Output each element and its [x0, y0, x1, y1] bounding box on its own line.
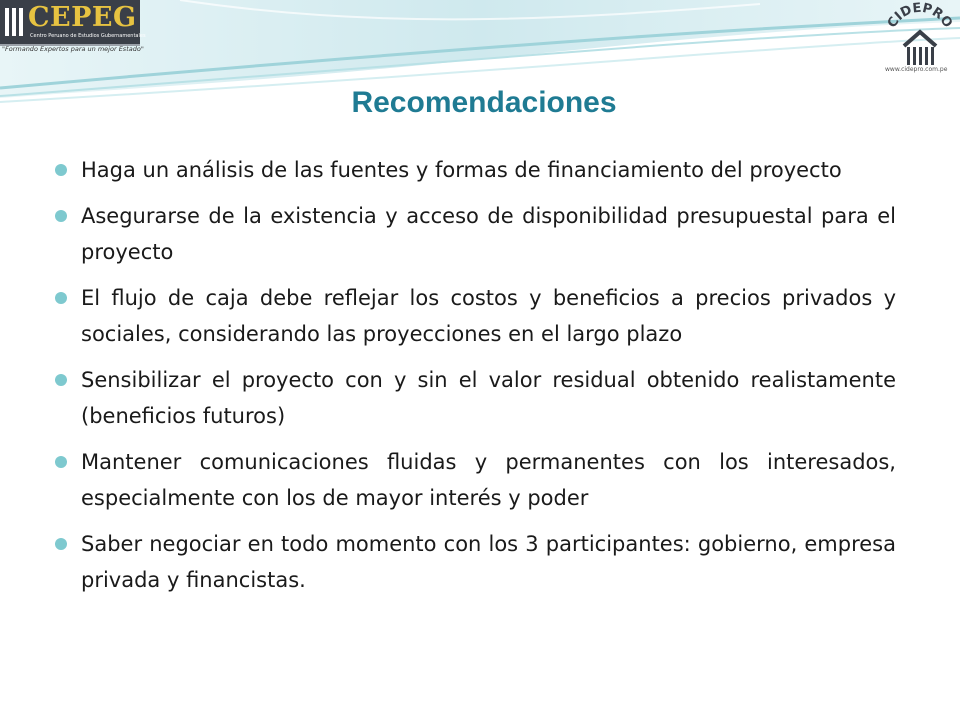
- cidepro-column-icon: [925, 47, 928, 65]
- bullet-dot-icon: [55, 456, 67, 468]
- bullet-dot-icon: [55, 538, 67, 550]
- cepeg-logo-word: CEPEG: [28, 2, 137, 33]
- bullet-dot-icon: [55, 210, 67, 222]
- cepeg-logo-box: [0, 0, 146, 46]
- bullet-item: [50, 198, 896, 270]
- cidepro-column-icon: [913, 47, 916, 65]
- cepeg-logo-tagline: "Formando Expertos para un mejor Estado": [2, 45, 144, 53]
- bullet-text: Sensibilizar el proyecto con y sin el valor residual obtenido realistamente (beneficios futuros): [81, 368, 896, 428]
- cepeg-logo-subtitle: Centro Peruano de Estudios Gubernamentales: [30, 33, 146, 39]
- cidepro-roof-icon: [904, 32, 936, 46]
- bullet-item: [50, 444, 896, 516]
- bullet-item: [50, 280, 896, 352]
- slide-title: Recomendaciones: [351, 86, 617, 119]
- bullet-text: Asegurarse de la existencia y acceso de disponibilidad presupuestal para el proyecto: [81, 204, 896, 264]
- bullet-item: [50, 526, 896, 598]
- bullet-text: Haga un análisis de las fuentes y formas de financiamiento del proyecto: [81, 158, 842, 182]
- bullet-dot-icon: [55, 164, 67, 176]
- cidepro-logo-word: CIDEPRO: [884, 0, 956, 31]
- bullet-text: Mantener comunicaciones fluidas y permanentes con los interesados, especialmente con los de mayor interés y poder: [81, 450, 896, 510]
- bullet-item: [50, 362, 896, 434]
- cidepro-column-icon: [907, 47, 910, 65]
- cepeg-logo: [0, 0, 146, 53]
- bullet-text: Saber negociar en todo momento con los 3 participantes: gobierno, empresa privada y financistas.: [81, 532, 896, 592]
- cidepro-url: www.cidepro.com.pe: [885, 66, 948, 73]
- bullet-dot-icon: [55, 374, 67, 386]
- bullet-text: El flujo de caja debe reflejar los costos y beneficios a precios privados y sociales, considerando las proyecciones en el largo plazo: [81, 286, 896, 346]
- cidepro-column-icon: [931, 47, 934, 65]
- bullet-list: [50, 152, 896, 608]
- bullet-dot-icon: [55, 292, 67, 304]
- cepeg-columns-icon: [4, 6, 24, 38]
- bullet-item: [50, 152, 896, 188]
- cidepro-column-icon: [919, 47, 922, 65]
